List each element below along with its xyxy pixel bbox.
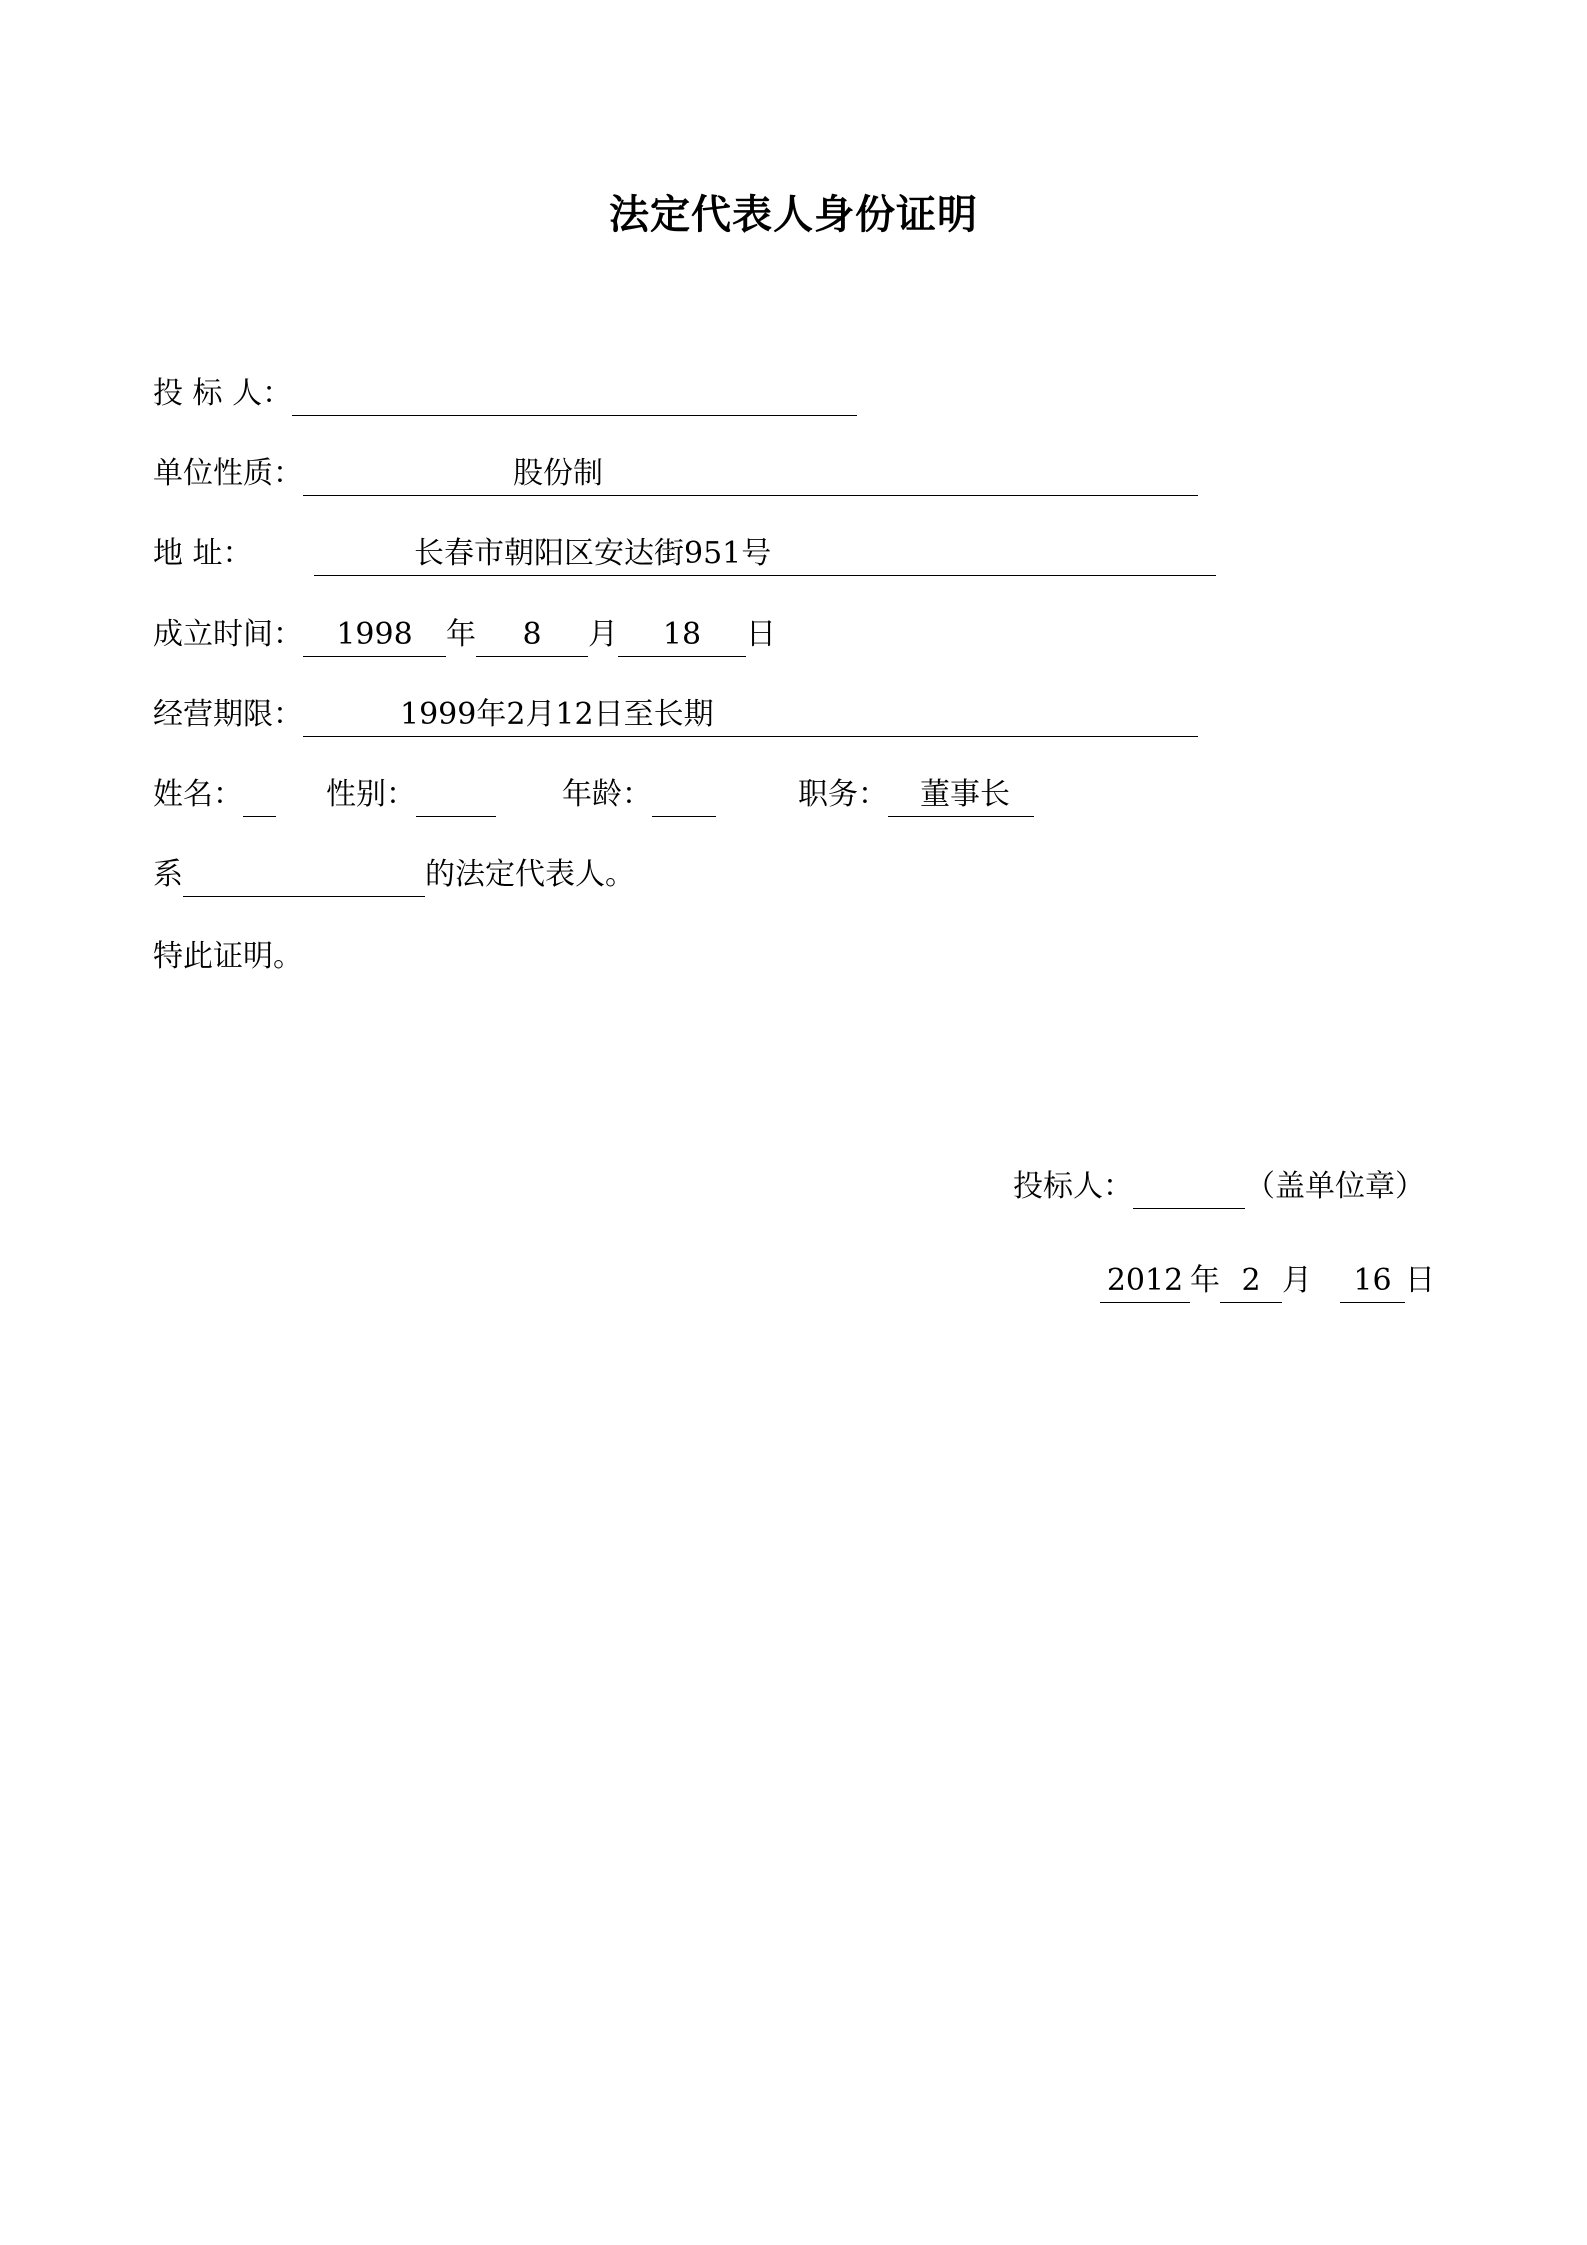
position-label: 职务： (798, 777, 888, 812)
signature-year-field[interactable] (1100, 1259, 1190, 1303)
certify-text: 特此证明。 (153, 939, 303, 974)
nature-value: 股份制 (513, 456, 603, 491)
nature-label: 单位性质： (153, 456, 303, 491)
founded-label: 成立时间： (153, 617, 303, 652)
term-field[interactable] (303, 693, 1198, 737)
statement-row (153, 853, 635, 897)
person-row (153, 773, 1034, 817)
gender-label: 性别： (326, 777, 416, 812)
certify-row (153, 935, 303, 979)
year-unit: 年 (446, 617, 476, 652)
signature-day-field[interactable] (1340, 1259, 1405, 1303)
signature-day: 16 (1353, 1263, 1392, 1298)
day-unit: 日 (746, 617, 776, 652)
bidder-field[interactable] (292, 372, 857, 416)
term-row (153, 693, 1198, 737)
signature-month-unit: 月 (1282, 1263, 1312, 1298)
position-value: 董事长 (920, 777, 1010, 812)
document-title: 法定代表人身份证明 (609, 191, 978, 238)
founded-month-field[interactable] (476, 613, 588, 657)
signature-date-row (1100, 1259, 1435, 1303)
address-value: 长春市朝阳区安达街951号 (414, 536, 772, 571)
signature-bidder-field[interactable] (1133, 1165, 1245, 1209)
founded-row (153, 613, 776, 657)
signature-day-unit: 日 (1405, 1263, 1435, 1298)
age-label: 年龄： (562, 777, 652, 812)
bidder-row (153, 372, 857, 416)
term-label: 经营期限： (153, 697, 303, 732)
month-unit: 月 (588, 617, 618, 652)
signature-month: 2 (1241, 1263, 1261, 1298)
nature-row (153, 452, 1198, 496)
signature-year: 2012 (1106, 1263, 1184, 1298)
founded-day-field[interactable] (618, 613, 746, 657)
address-label: 地 址： (153, 536, 253, 571)
statement-suffix: 的法定代表人。 (425, 857, 635, 892)
position-field[interactable] (888, 773, 1034, 817)
founded-month: 8 (522, 617, 542, 652)
founded-year-field[interactable] (303, 613, 446, 657)
bidder-label: 投 标 人： (153, 376, 293, 411)
founded-day: 18 (662, 617, 702, 652)
term-value: 1999年2月12日至长期 (400, 697, 714, 732)
address-row (153, 532, 1216, 576)
signature-bidder-label: 投标人： (1013, 1169, 1133, 1204)
nature-field[interactable] (303, 452, 1198, 496)
signature-month-field[interactable] (1220, 1259, 1282, 1303)
seal-note: （盖单位章） (1245, 1169, 1425, 1204)
age-field[interactable] (652, 773, 716, 817)
signature-year-unit: 年 (1190, 1263, 1220, 1298)
address-field[interactable] (314, 532, 1216, 576)
company-field[interactable] (183, 853, 425, 897)
signature-row (1013, 1165, 1425, 1209)
name-field[interactable] (243, 773, 276, 817)
statement-prefix: 系 (153, 857, 183, 892)
name-label: 姓名： (153, 777, 243, 812)
gender-field[interactable] (416, 773, 496, 817)
founded-year: 1998 (336, 617, 413, 652)
